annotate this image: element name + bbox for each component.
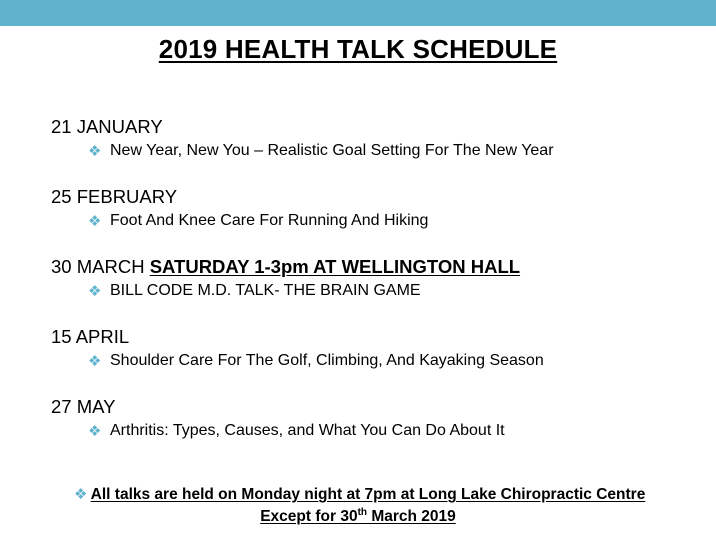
schedule-date-line	[51, 116, 691, 138]
footer-exception-sup: th	[357, 506, 368, 518]
schedule-date: 21 JANUARY	[51, 116, 163, 137]
footer-line-2	[0, 506, 716, 528]
diamond-bullet-icon: ❖	[88, 352, 102, 370]
schedule-topic: New Year, New You – Realistic Goal Setting For The New Year	[110, 142, 554, 159]
footer-exception-prefix: Except for 30	[260, 508, 358, 525]
schedule-topic: Foot And Knee Care For Running And Hiking	[110, 212, 429, 229]
schedule-entry	[51, 396, 691, 466]
schedule-special-note: SATURDAY 1-3pm AT WELLINGTON HALL	[149, 256, 521, 277]
schedule-date-line	[51, 186, 691, 208]
footer-line-1	[0, 483, 716, 506]
schedule-date: 27 MAY	[51, 396, 116, 417]
schedule-entry	[51, 326, 691, 396]
schedule-entry	[51, 116, 691, 186]
schedule-entry	[51, 186, 691, 256]
diamond-bullet-icon: ❖	[73, 485, 88, 503]
diamond-bullet-icon: ❖	[88, 282, 102, 300]
schedule-list	[51, 116, 691, 466]
schedule-topic-line	[88, 210, 691, 232]
schedule-topic: BILL CODE M.D. TALK- THE BRAIN GAME	[110, 282, 421, 299]
schedule-topic-line	[88, 350, 691, 372]
schedule-topic-line	[88, 420, 691, 442]
schedule-date-line	[51, 396, 691, 418]
footer-note	[0, 483, 716, 528]
schedule-topic: Arthritis: Types, Causes, and What You Can Do About It	[110, 422, 505, 439]
schedule-date: 25 FEBRUARY	[51, 186, 178, 207]
schedule-entry	[51, 256, 691, 326]
schedule-topic: Shoulder Care For The Golf, Climbing, And Kayaking Season	[110, 352, 544, 369]
schedule-date-line	[51, 256, 691, 278]
schedule-topic-line	[88, 280, 691, 302]
diamond-bullet-icon: ❖	[88, 142, 102, 160]
page-title: 2019 HEALTH TALK SCHEDULE	[158, 34, 558, 64]
schedule-date-line	[51, 326, 691, 348]
schedule-date: 30 MARCH	[51, 256, 145, 277]
footer-text: All talks are held on Monday night at 7pm at Long Lake Chiropractic Centre	[90, 486, 646, 503]
schedule-date: 15 APRIL	[51, 326, 130, 347]
schedule-topic-line	[88, 140, 691, 162]
diamond-bullet-icon: ❖	[88, 422, 102, 440]
diamond-bullet-icon: ❖	[88, 212, 102, 230]
footer-exception-suffix: March 2019	[367, 508, 456, 525]
top-accent-bar	[0, 0, 716, 26]
